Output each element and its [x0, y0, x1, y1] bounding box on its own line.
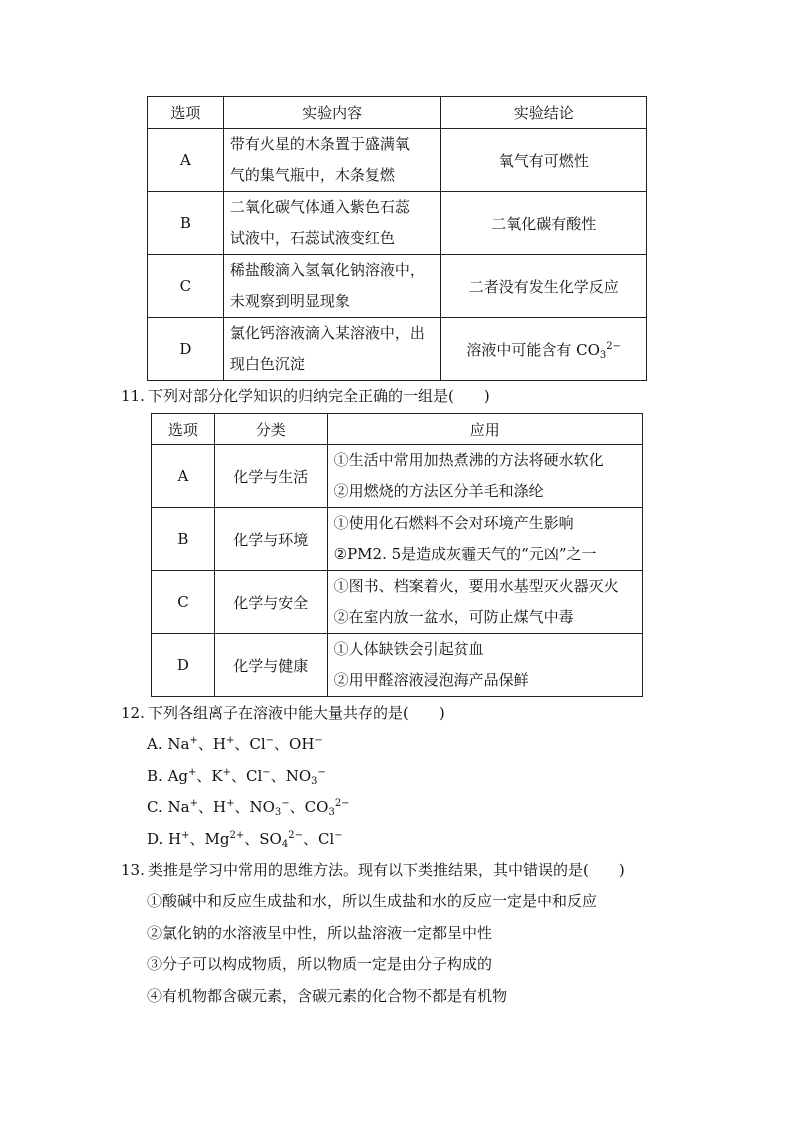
table-header-row — [152, 414, 643, 445]
row-option: C — [148, 255, 224, 318]
row-option: A — [148, 129, 224, 192]
header-application: 应用 — [327, 414, 642, 445]
statement-4: ④有机物都含碳元素，含碳元素的化合物不都是有机物 — [147, 987, 508, 1005]
row-application: ①生活中常用加热煮沸的方法将硬水软化 ②用燃烧的方法区分羊毛和涤纶 — [327, 445, 642, 508]
header-category: 分类 — [214, 414, 327, 445]
question-12 — [121, 703, 445, 723]
table-row — [148, 129, 647, 192]
option-d[interactable]: D. H+、$Mg^{2+}$、$SO_4^{2-}$、Cl− — [147, 830, 343, 850]
row-content: 氯化钙溶液滴入某溶液中，出 现白色沉淀 — [223, 318, 441, 381]
question-number: 13. — [121, 861, 145, 879]
table-row — [152, 634, 643, 697]
header-conclusion: 实验结论 — [441, 97, 647, 129]
question-11 — [121, 386, 490, 406]
row-option: B — [152, 508, 215, 571]
header-content: 实验内容 — [223, 97, 441, 129]
knowledge-table — [151, 413, 643, 697]
experiment-table — [147, 96, 647, 381]
row-category: 化学与安全 — [214, 571, 327, 634]
statement-2: ②氯化钠的水溶液呈中性，所以盐溶液一定都呈中性 — [147, 924, 493, 942]
question-text: 类推是学习中常用的思维方法。现有以下类推结果，其中错误的是( ) — [148, 861, 625, 879]
option-c[interactable]: C. Na+、H+、$NO_3^-$、$CO_3^{2-}$ — [147, 798, 350, 818]
row-option: C — [152, 571, 215, 634]
row-conclusion: 二者没有发生化学反应 — [441, 255, 647, 318]
statement-1: ①酸碱中和反应生成盐和水，所以生成盐和水的反应一定是中和反应 — [147, 892, 598, 910]
question-13 — [121, 860, 625, 880]
header-option: 选项 — [148, 97, 224, 129]
row-option: D — [148, 318, 224, 381]
row-category: 化学与环境 — [214, 508, 327, 571]
table-header-row — [148, 97, 647, 129]
statement-3: ③分子可以构成物质，所以物质一定是由分子构成的 — [147, 955, 493, 973]
row-content: 带有火星的木条置于盛满氧 气的集气瓶中，木条复燃 — [223, 129, 441, 192]
row-category: 化学与健康 — [214, 634, 327, 697]
row-conclusion: 溶液中可能含有 $CO_3^{2-}$ — [441, 318, 647, 381]
row-option: D — [152, 634, 215, 697]
table-row — [152, 508, 643, 571]
row-application: ①人体缺铁会引起贫血 ②用甲醛溶液浸泡海产品保鲜 — [327, 634, 642, 697]
question-number: 12. — [121, 704, 145, 722]
question-number: 11. — [121, 387, 145, 405]
table-row — [148, 192, 647, 255]
row-option: A — [152, 445, 215, 508]
table-row — [152, 571, 643, 634]
row-conclusion: 二氧化碳有酸性 — [441, 192, 647, 255]
row-application: ①图书、档案着火，要用水基型灭火器灭火 ②在室内放一盆水，可防止煤气中毒 — [327, 571, 642, 634]
question-text: 下列各组离子在溶液中能大量共存的是( ) — [148, 704, 445, 722]
row-content: 稀盐酸滴入氢氧化钠溶液中， 未观察到明显现象 — [223, 255, 441, 318]
option-a[interactable]: A. Na+、H+、Cl−、OH− — [147, 735, 323, 753]
row-category: 化学与生活 — [214, 445, 327, 508]
option-b[interactable]: B. Ag+、K+、Cl−、$NO_3^-$ — [147, 767, 326, 787]
table-row — [148, 318, 647, 381]
table-row — [148, 255, 647, 318]
row-conclusion: 氧气有可燃性 — [441, 129, 647, 192]
table-row — [152, 445, 643, 508]
question-text: 下列对部分化学知识的归纳完全正确的一组是( ) — [148, 387, 490, 405]
header-option: 选项 — [152, 414, 215, 445]
row-application: ①使用化石燃料不会对环境产生影响 ②PM2. 5是造成灰霾天气的“元凶”之一 — [327, 508, 642, 571]
row-content: 二氧化碳气体通入紫色石蕊 试液中，石蕊试液变红色 — [223, 192, 441, 255]
row-option: B — [148, 192, 224, 255]
